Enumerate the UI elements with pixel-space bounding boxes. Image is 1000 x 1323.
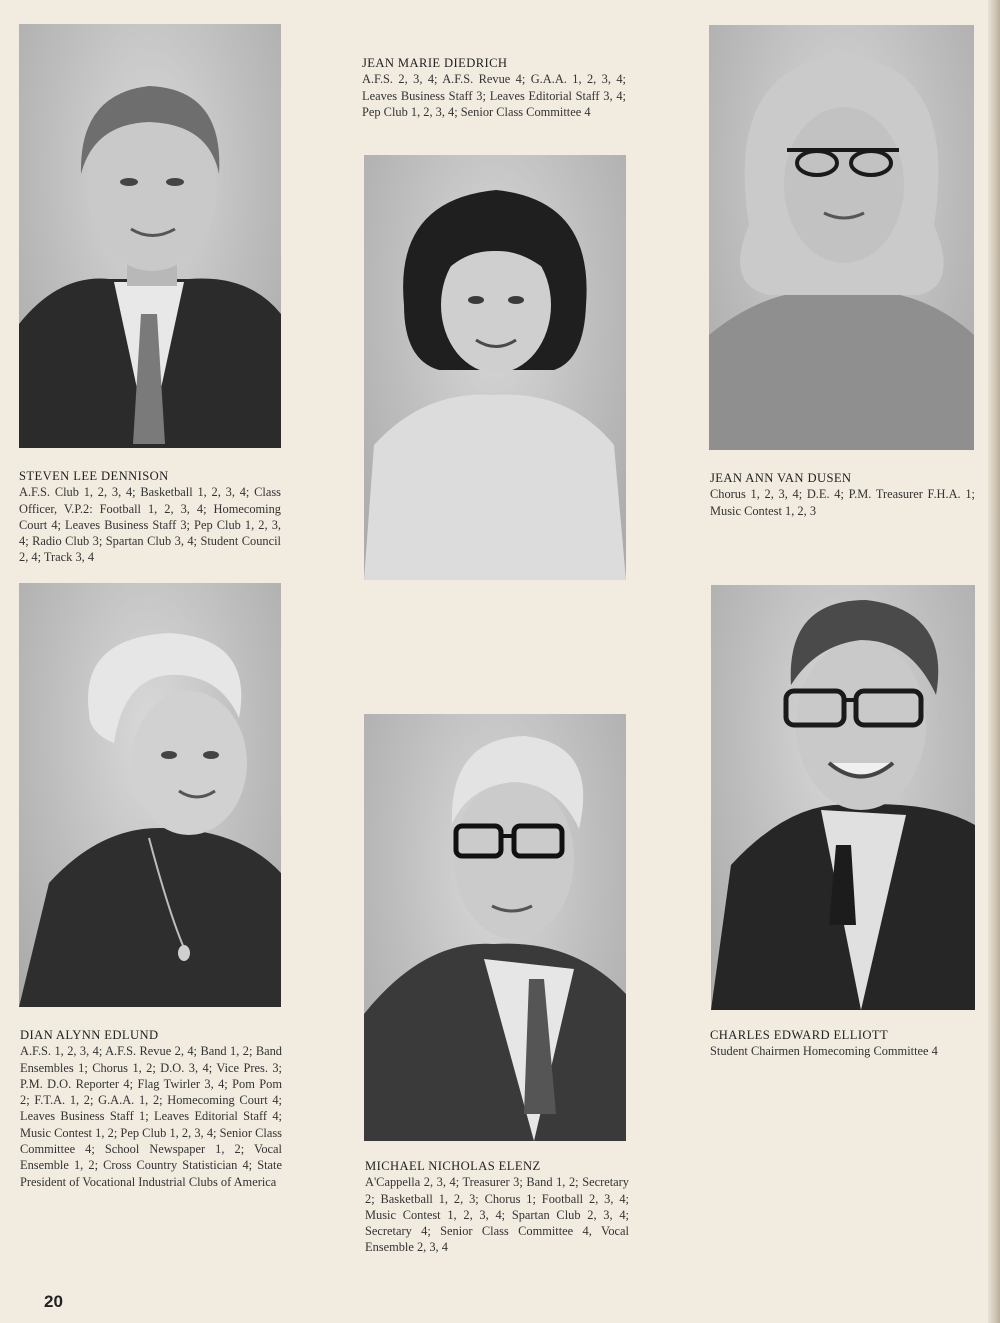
- student-name: JEAN ANN VAN DUSEN: [710, 471, 852, 485]
- portrait-photo-jean-diedrich: [364, 155, 626, 580]
- student-activities: A.F.S. 1, 2, 3, 4; A.F.S. Revue 2, 4; Band 1, 2; Band Ensembles 1; Chorus 1, 2; D.O. 3, 4; Vice Pres. 3; P.M. D.O. Reporter 4; Flag Twirler 3, 4; Pom Pom 2; F.T.A. 1, 2; G.A.A. 1, 2; Homecoming Court 4; Leaves Business Staff 1; Leaves Editorial Staff 4; Music Contest 1, 2; Pep Club 1, 2, 3, 4; Senior Class Committee 4; School Newspaper 1, 2; Vocal Ensemble 1, 2; Cross Country Statistician 4; State President of Vocational Industrial Clubs of America: [20, 1044, 282, 1189]
- page-number: 20: [44, 1292, 63, 1311]
- page-spine-shadow: [988, 0, 1000, 1323]
- portrait-photo-michael-elenz: [364, 714, 626, 1141]
- student-activities: Student Chairmen Homecoming Committee 4: [710, 1044, 938, 1059]
- student-activities: A.F.S. 2, 3, 4; A.F.S. Revue 4; G.A.A. 1, 2, 3, 4; Leaves Business Staff 3; Leaves Editorial Staff 3, 4; Pep Club 1, 2, 3, 4; Senior Class Committee 4: [362, 72, 626, 119]
- student-activities: A'Cappella 2, 3, 4; Treasurer 3; Band 1, 2; Secretary 2; Basketball 1, 2, 3; Chorus 1; Football 2, 3, 4; Music Contest 1, 2, 3, 4; Spartan Club 2, 3, 4; Secretary 4; Senior Class Committee 4, Vocal Ensemble 2, 3, 4: [365, 1175, 629, 1255]
- caption-steven-dennison: [19, 468, 281, 566]
- caption-dian-edlund: [20, 1027, 282, 1190]
- student-name: DIAN ALYNN EDLUND: [20, 1028, 159, 1042]
- caption-michael-elenz: [365, 1158, 629, 1256]
- caption-jean-van-dusen: [710, 470, 975, 519]
- student-name: STEVEN LEE DENNISON: [19, 469, 169, 483]
- student-activities: A.F.S. Club 1, 2, 3, 4; Basketball 1, 2, 3, 4; Class Officer, V.P.2: Football 1, 2, 3, 4; Homecoming Court 4; Leaves Business Staff 3; Pep Club 1, 2, 3, 4; Radio Club 3; Spartan Club 3, 4; Student Council 2, 4; Track 3, 4: [19, 485, 281, 565]
- student-activities: Chorus 1, 2, 3, 4; D.E. 4; P.M. Treasurer F.H.A. 1; Music Contest 1, 2, 3: [710, 487, 975, 518]
- portrait-photo-jean-van-dusen: [709, 25, 974, 450]
- caption-charles-elliott: [710, 1027, 975, 1060]
- student-name: CHARLES EDWARD ELLIOTT: [710, 1028, 889, 1042]
- portrait-photo-charles-elliott: [711, 585, 975, 1010]
- caption-jean-diedrich: [362, 55, 626, 120]
- portrait-photo-dian-edlund: [19, 583, 281, 1007]
- portrait-photo-steven-dennison: [19, 24, 281, 448]
- student-name: JEAN MARIE DIEDRICH: [362, 56, 508, 70]
- student-name: MICHAEL NICHOLAS ELENZ: [365, 1159, 541, 1173]
